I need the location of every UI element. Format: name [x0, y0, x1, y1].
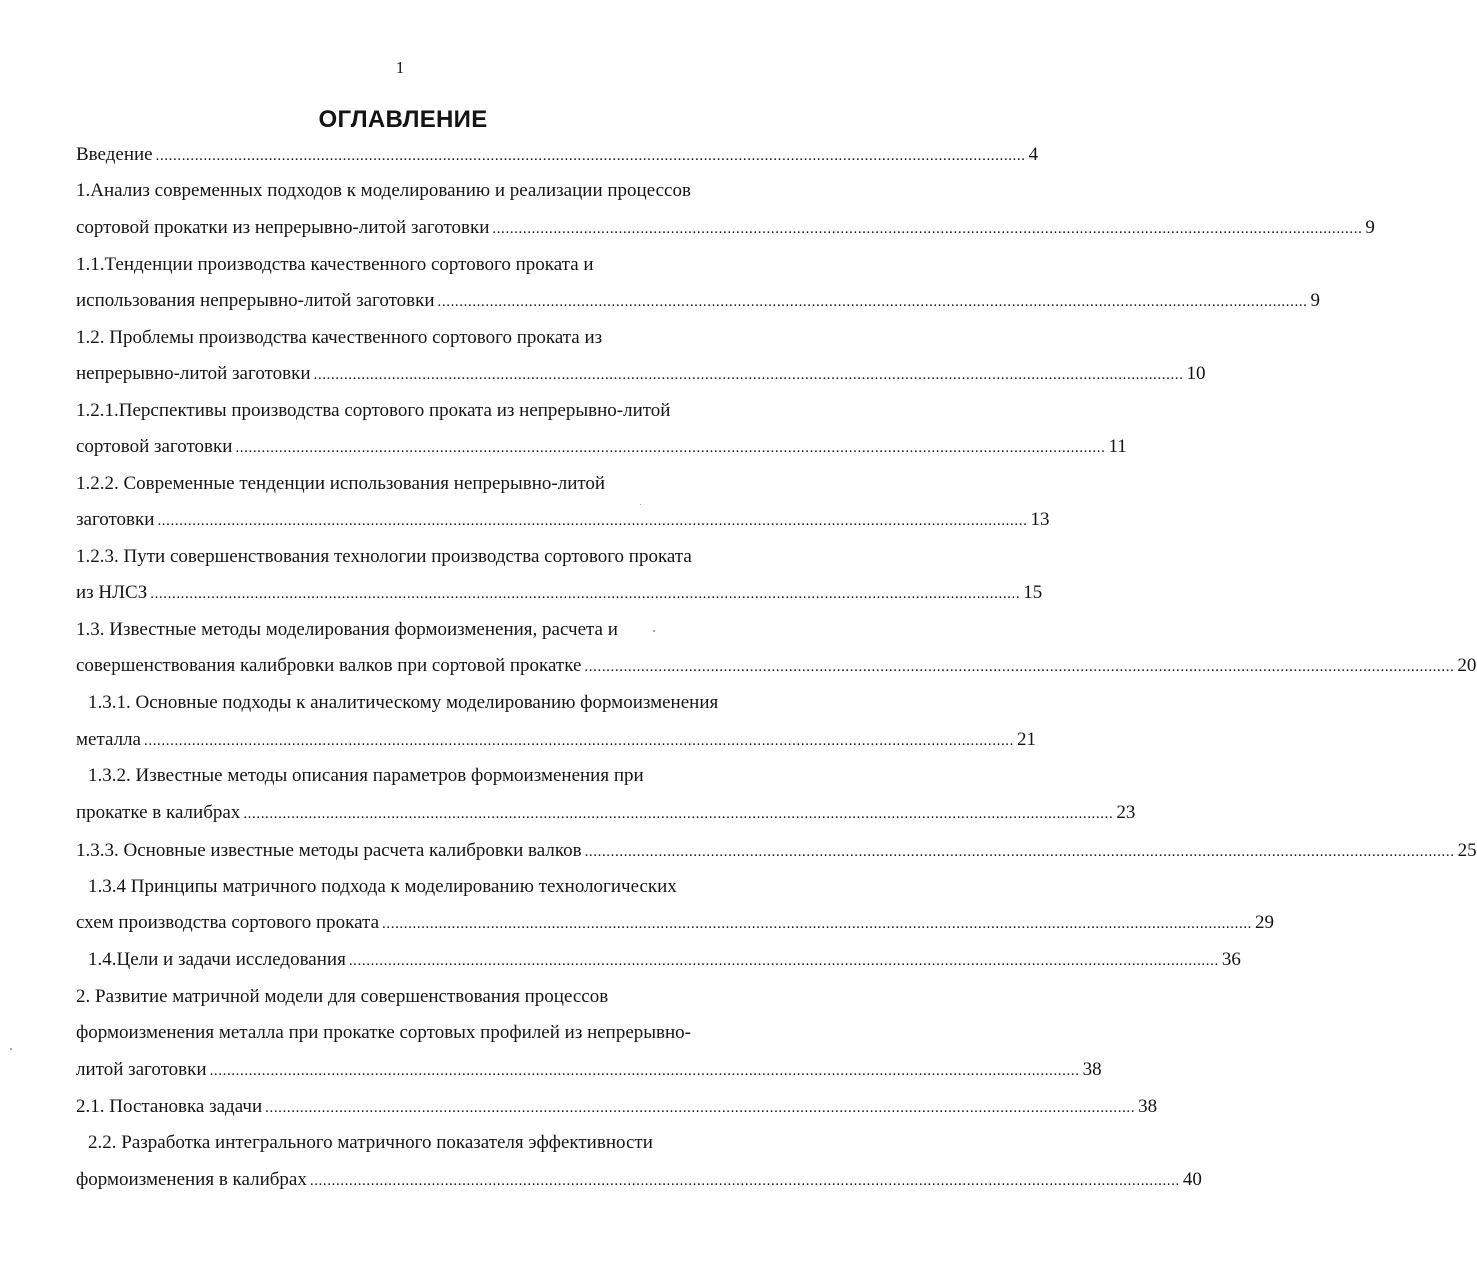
toc-page-number: 40 — [1182, 1169, 1202, 1190]
toc-page-number: 25 — [1457, 840, 1477, 861]
leader-dots: ........................................................................................................................................................................................................ — [265, 1100, 1136, 1116]
leader-dots: ........................................................................................................................................................................................................ — [144, 733, 1014, 749]
toc-entry-line: 1.Анализ современных подходов к моделированию и реализации процессов — [76, 180, 691, 201]
toc-page-number: 15 — [1023, 582, 1043, 603]
toc-entry-line: формоизменения металла при прокатке сортовых профилей из непрерывно- — [76, 1022, 692, 1043]
leader-dots: ........................................................................................................................................................................................................ — [235, 440, 1106, 456]
toc-entry-text: прокатке в калибрах — [76, 802, 241, 823]
toc-entry-intro[interactable] — [76, 142, 1039, 168]
toc-entry-line: 1.2.3. Пути совершенствования технологии производства сортового проката — [76, 546, 692, 567]
leader-dots: ........................................................................................................................................................................................................ — [157, 513, 1028, 529]
toc-entry-line: 1.3.1. Основные подходы к аналитическому моделированию формоизменения — [88, 692, 719, 713]
toc-title: ОГЛАВЛЕНИЕ — [318, 106, 488, 133]
toc-page-number: 4 — [1028, 144, 1039, 165]
leader-dots: ........................................................................................................................................................................................................ — [584, 659, 1455, 675]
leader-dots: ........................................................................................................................................................................................................ — [309, 1173, 1180, 1189]
toc-entry-text: схем производства сортового проката — [76, 912, 380, 933]
toc-entry-text: металла — [76, 729, 141, 750]
toc-entry-line: 2.2. Разработка интегрального матричного показателя эффективности — [88, 1132, 653, 1153]
toc-entry-1-3-4[interactable] — [76, 910, 1275, 936]
toc-entry-line: 1.1.Тенденции производства качественного сортового проката и — [76, 254, 594, 275]
toc-page-number: 23 — [1116, 802, 1136, 823]
leader-dots: ........................................................................................................................................................................................................ — [155, 148, 1026, 164]
toc-entry-text: использования непрерывно-литой заготовки — [76, 290, 435, 311]
toc-entry-text: 1.3.3. Основные известные методы расчета калибровки валков — [76, 840, 582, 861]
toc-entry-line: 2. Развитие матричной модели для совершенствования процессов — [76, 986, 609, 1007]
toc-page-number: 13 — [1030, 509, 1050, 530]
toc-entry-text: из НЛСЗ — [76, 582, 148, 603]
leader-dots: ........................................................................................................................................................................................................ — [243, 806, 1114, 822]
scan-speck — [640, 504, 641, 505]
toc-page-number: 10 — [1186, 363, 1206, 384]
leader-dots: ........................................................................................................................................................................................................ — [584, 844, 1455, 860]
toc-entry-text: 1.4.Цели и задачи исследования — [88, 949, 346, 970]
toc-entry-2-2[interactable] — [76, 1167, 1202, 1193]
leader-dots: ........................................................................................................................................................................................................ — [313, 367, 1184, 383]
toc-page-number: 36 — [1221, 949, 1241, 970]
toc-page-number: 29 — [1255, 912, 1275, 933]
toc-entry-1-3[interactable] — [76, 653, 1477, 679]
toc-entry-line: 1.3.4 Принципы матричного подхода к моделированию технологических — [88, 876, 677, 897]
leader-dots: ........................................................................................................................................................................................................ — [382, 916, 1253, 932]
leader-dots: ........................................................................................................................................................................................................ — [492, 221, 1363, 237]
toc-entry-text: совершенствования калибровки валков при сортовой прокатке — [76, 655, 582, 676]
leader-dots: ........................................................................................................................................................................................................ — [437, 294, 1308, 310]
leader-dots: ........................................................................................................................................................................................................ — [348, 953, 1219, 969]
scan-speck — [10, 1048, 12, 1050]
toc-entry-line: 1.3.2. Известные методы описания параметров формоизменения при — [88, 765, 644, 786]
toc-entry-1-2-1[interactable] — [76, 434, 1127, 460]
scan-speck — [653, 630, 655, 632]
toc-entry-text: литой заготовки — [76, 1059, 207, 1080]
toc-entry-text: непрерывно-литой заготовки — [76, 363, 311, 384]
toc-entry-1-3-1[interactable] — [76, 727, 1036, 753]
toc-entry-1-3-3[interactable] — [76, 838, 1477, 864]
toc-page-number: 9 — [1365, 217, 1375, 238]
toc-entry-1-2-3[interactable] — [76, 580, 1043, 606]
toc-page-number: 9 — [1310, 290, 1321, 311]
toc-entry-line: 1.2. Проблемы производства качественного сортового проката из — [76, 327, 603, 348]
leader-dots: ........................................................................................................................................................................................................ — [209, 1063, 1080, 1079]
toc-entry-1-2-2[interactable] — [76, 507, 1050, 533]
toc-entry-chapter-2[interactable] — [76, 1057, 1102, 1083]
toc-entry-text: Введение — [76, 144, 153, 165]
leader-dots: ........................................................................................................................................................................................................ — [150, 586, 1021, 602]
toc-page-number: 20 — [1457, 655, 1477, 676]
toc-entry-text: заготовки — [76, 509, 155, 530]
toc-page-number: 38 — [1082, 1059, 1102, 1080]
toc-entry-1-1[interactable] — [76, 288, 1321, 314]
toc-page-number: 38 — [1138, 1096, 1158, 1117]
page-number: 1 — [395, 58, 405, 77]
toc-entry-2-1[interactable] — [76, 1094, 1158, 1120]
toc-entry-text: формоизменения в калибрах — [76, 1169, 307, 1190]
toc-entry-line: 1.2.2. Современные тенденции использования непрерывно-литой — [76, 473, 606, 494]
toc-entry-line: 1.2.1.Перспективы производства сортового проката из непрерывно-литой — [76, 400, 671, 421]
toc-entry-1-3-2[interactable] — [76, 800, 1136, 826]
toc-entry-text: 2.1. Постановка задачи — [76, 1096, 263, 1117]
toc-page-number: 21 — [1017, 729, 1036, 750]
toc-entry-line: 1.3. Известные методы моделирования формоизменения, расчета и — [76, 619, 618, 640]
toc-entry-1-2[interactable] — [76, 361, 1206, 387]
toc-entry-chapter-1[interactable] — [76, 215, 1375, 241]
toc-page-number: 11 — [1108, 436, 1127, 457]
toc-entry-text: сортовой прокатки из непрерывно-литой заготовки — [76, 217, 490, 238]
toc-entry-text: сортовой заготовки — [76, 436, 233, 457]
toc-entry-1-4[interactable] — [88, 947, 1241, 973]
